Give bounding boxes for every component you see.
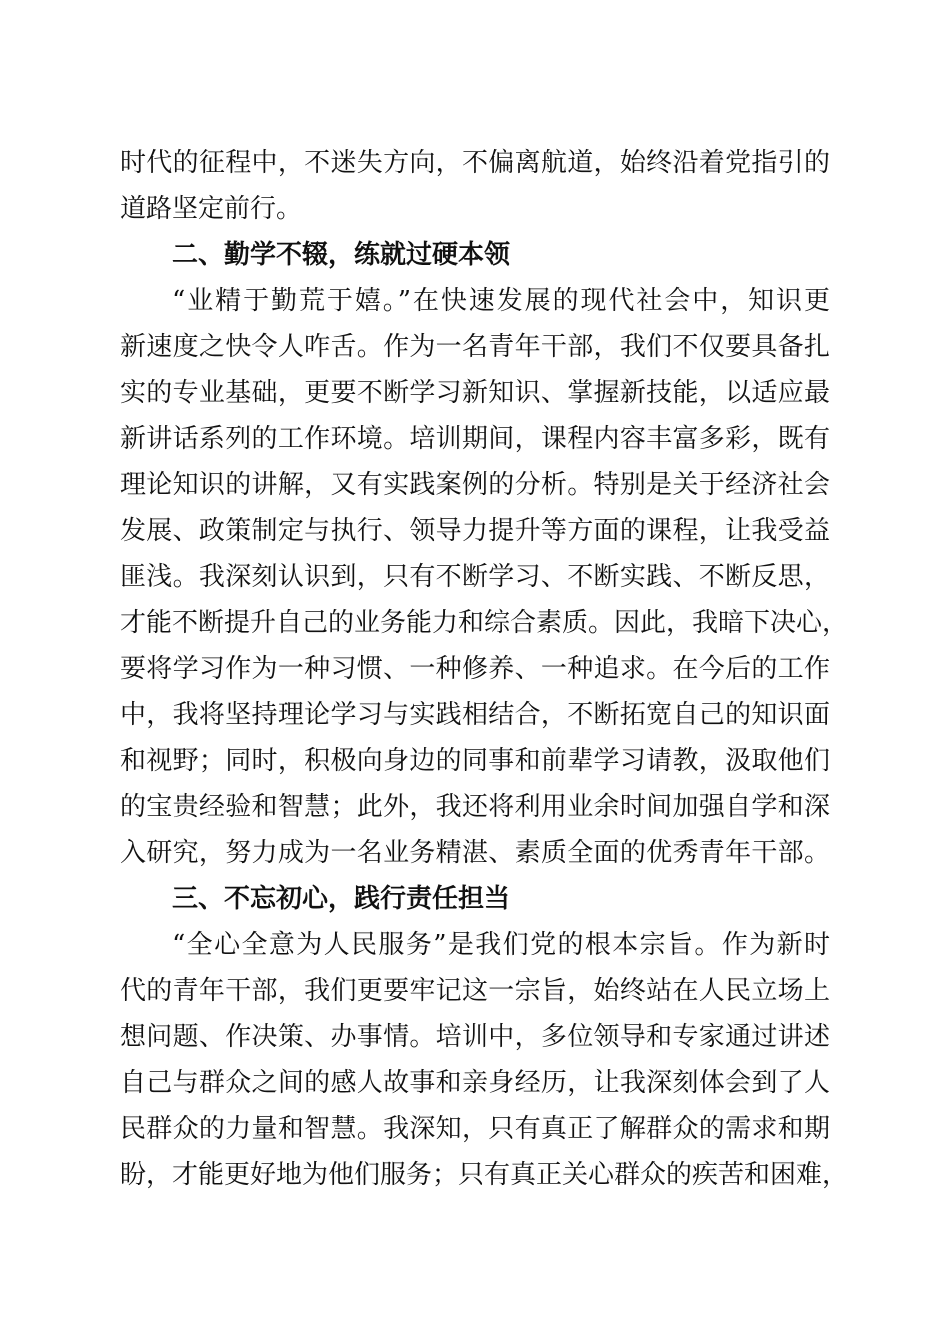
text-line: 盼，才能更好地为他们服务；只有真正关心群众的疾苦和困难， xyxy=(120,1160,849,1190)
text-line: 要将学习作为一种习惯、一种修养、一种追求。在今后的工作 xyxy=(120,654,830,684)
text-line: 的宝贵经验和智慧；此外，我还将利用业余时间加强自学和深 xyxy=(120,792,830,822)
text-line: 民群众的力量和智慧。我深知，只有真正了解群众的需求和期 xyxy=(120,1114,830,1144)
text-line: 发展、政策制定与执行、领导力提升等方面的课程，让我受益 xyxy=(120,516,830,546)
text-line: 想问题、作决策、办事情。培训中，多位领导和专家通过讲述 xyxy=(120,1022,830,1052)
text-line: 才能不断提升自己的业务能力和综合素质。因此，我暗下决心， xyxy=(120,608,849,638)
text-line: 时代的征程中，不迷失方向，不偏离航道，始终沿着党指引的 xyxy=(120,148,830,178)
text-line: 和视野；同时，积极向身边的同事和前辈学习请教，汲取他们 xyxy=(120,746,830,776)
text-line: “业精于勤荒于嬉。”在快速发展的现代社会中，知识更 xyxy=(172,286,830,316)
text-line: 入研究，努力成为一名业务精湛、素质全面的优秀青年干部。 xyxy=(120,838,830,868)
text-line: “全心全意为人民服务”是我们党的根本宗旨。作为新时 xyxy=(172,930,830,960)
text-line: 道路坚定前行。 xyxy=(120,194,303,224)
text-line: 匪浅。我深刻认识到，只有不断学习、不断实践、不断反思， xyxy=(120,562,830,592)
text-line: 代的青年干部，我们更要牢记这一宗旨，始终站在人民立场上 xyxy=(120,976,830,1006)
text-line: 新速度之快令人咋舌。作为一名青年干部，我们不仅要具备扎 xyxy=(120,332,830,362)
text-line: 中，我将坚持理论学习与实践相结合，不断拓宽自己的知识面 xyxy=(120,700,830,730)
section-heading-three: 三、不忘初心，践行责任担当 xyxy=(172,884,511,914)
text-line: 理论知识的讲解，又有实践案例的分析。特别是关于经济社会 xyxy=(120,470,830,500)
text-line: 新讲话系列的工作环境。培训期间，课程内容丰富多彩，既有 xyxy=(120,424,830,454)
section-heading-two: 二、勤学不辍，练就过硬本领 xyxy=(172,240,511,270)
text-line: 自己与群众之间的感人故事和亲身经历，让我深刻体会到了人 xyxy=(120,1068,830,1098)
text-line: 实的专业基础，更要不断学习新知识、掌握新技能，以适应最 xyxy=(120,378,830,408)
